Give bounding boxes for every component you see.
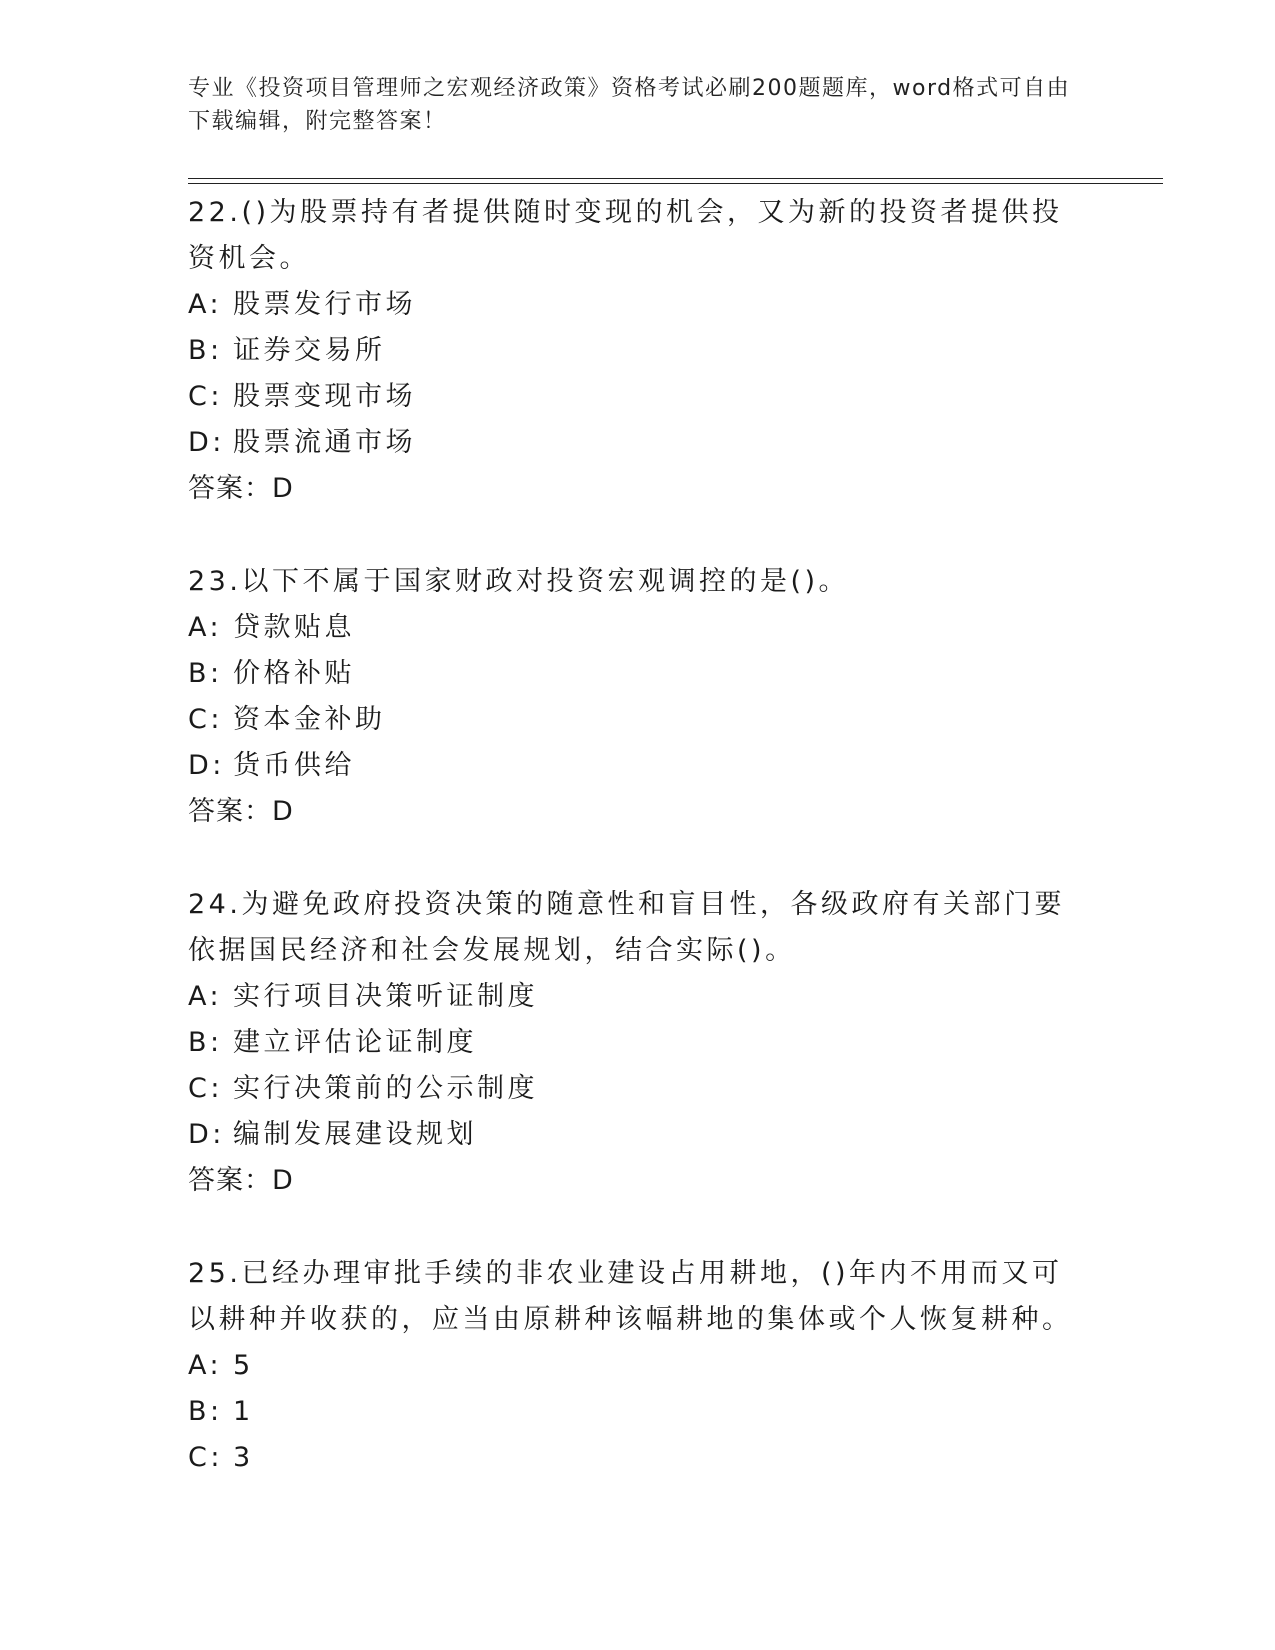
option-text: 贷款贴息 xyxy=(233,612,355,643)
option-d xyxy=(188,743,1088,789)
option-text: 编制发展建设规划 xyxy=(233,1119,477,1150)
option-a xyxy=(188,282,1088,328)
question-stem: 25.已经办理审批手续的非农业建设占用耕地，()年内不用而又可以耕种并收获的，应当由原耕种该幅耕地的集体或个人恢复耕种。 xyxy=(188,1258,1073,1335)
question-24 xyxy=(188,882,1088,1204)
option-letter: A: xyxy=(188,1350,223,1381)
option-letter: A: xyxy=(188,612,223,643)
option-text: 证券交易所 xyxy=(233,335,386,366)
answer-line: 答案：D xyxy=(188,473,294,504)
option-letter: A: xyxy=(188,981,223,1012)
document-header: 专业《投资项目管理师之宏观经济政策》资格考试必刷200题题库，word格式可自由下载编辑，附完整答案！ xyxy=(188,76,1071,134)
option-a xyxy=(188,974,1088,1020)
option-a xyxy=(188,1343,1088,1389)
option-letter: D: xyxy=(188,750,225,781)
option-b xyxy=(188,1389,1088,1435)
option-text: 股票流通市场 xyxy=(233,427,416,458)
option-text: 5 xyxy=(233,1350,254,1381)
option-letter: D: xyxy=(188,427,225,458)
option-text: 价格补贴 xyxy=(233,658,355,689)
question-list xyxy=(188,190,1088,1528)
option-d xyxy=(188,1112,1088,1158)
option-letter: C: xyxy=(188,1073,223,1104)
answer-line: 答案：D xyxy=(188,796,294,827)
option-b xyxy=(188,1020,1088,1066)
option-text: 3 xyxy=(233,1442,254,1473)
option-c xyxy=(188,1066,1088,1112)
option-text: 建立评估论证制度 xyxy=(233,1027,477,1058)
option-letter: C: xyxy=(188,1442,223,1473)
option-c xyxy=(188,697,1088,743)
answer-line: 答案：D xyxy=(188,1165,294,1196)
option-a xyxy=(188,605,1088,651)
option-letter: B: xyxy=(188,335,223,366)
header-divider-bottom xyxy=(188,183,1163,184)
question-stem: 22.()为股票持有者提供随时变现的机会，又为新的投资者提供投资机会。 xyxy=(188,197,1063,274)
option-c xyxy=(188,1435,1088,1481)
option-b xyxy=(188,328,1088,374)
option-text: 1 xyxy=(233,1396,254,1427)
option-letter: B: xyxy=(188,658,223,689)
question-stem: 23.以下不属于国家财政对投资宏观调控的是()。 xyxy=(188,566,850,597)
option-d xyxy=(188,420,1088,466)
option-letter: A: xyxy=(188,289,223,320)
option-letter: D: xyxy=(188,1119,225,1150)
question-23 xyxy=(188,559,1088,835)
option-text: 实行项目决策听证制度 xyxy=(233,981,538,1012)
header-divider-top xyxy=(188,178,1163,179)
option-letter: B: xyxy=(188,1027,223,1058)
option-c xyxy=(188,374,1088,420)
option-text: 货币供给 xyxy=(233,750,355,781)
option-text: 实行决策前的公示制度 xyxy=(233,1073,538,1104)
option-letter: B: xyxy=(188,1396,223,1427)
option-text: 资本金补助 xyxy=(233,704,386,735)
option-letter: C: xyxy=(188,381,223,412)
option-text: 股票变现市场 xyxy=(233,381,416,412)
question-stem: 24.为避免政府投资决策的随意性和盲目性，各级政府有关部门要依据国民经济和社会发展规划，结合实际()。 xyxy=(188,889,1065,966)
option-b xyxy=(188,651,1088,697)
option-text: 股票发行市场 xyxy=(233,289,416,320)
question-25 xyxy=(188,1251,1088,1481)
question-22 xyxy=(188,190,1088,512)
option-letter: C: xyxy=(188,704,223,735)
